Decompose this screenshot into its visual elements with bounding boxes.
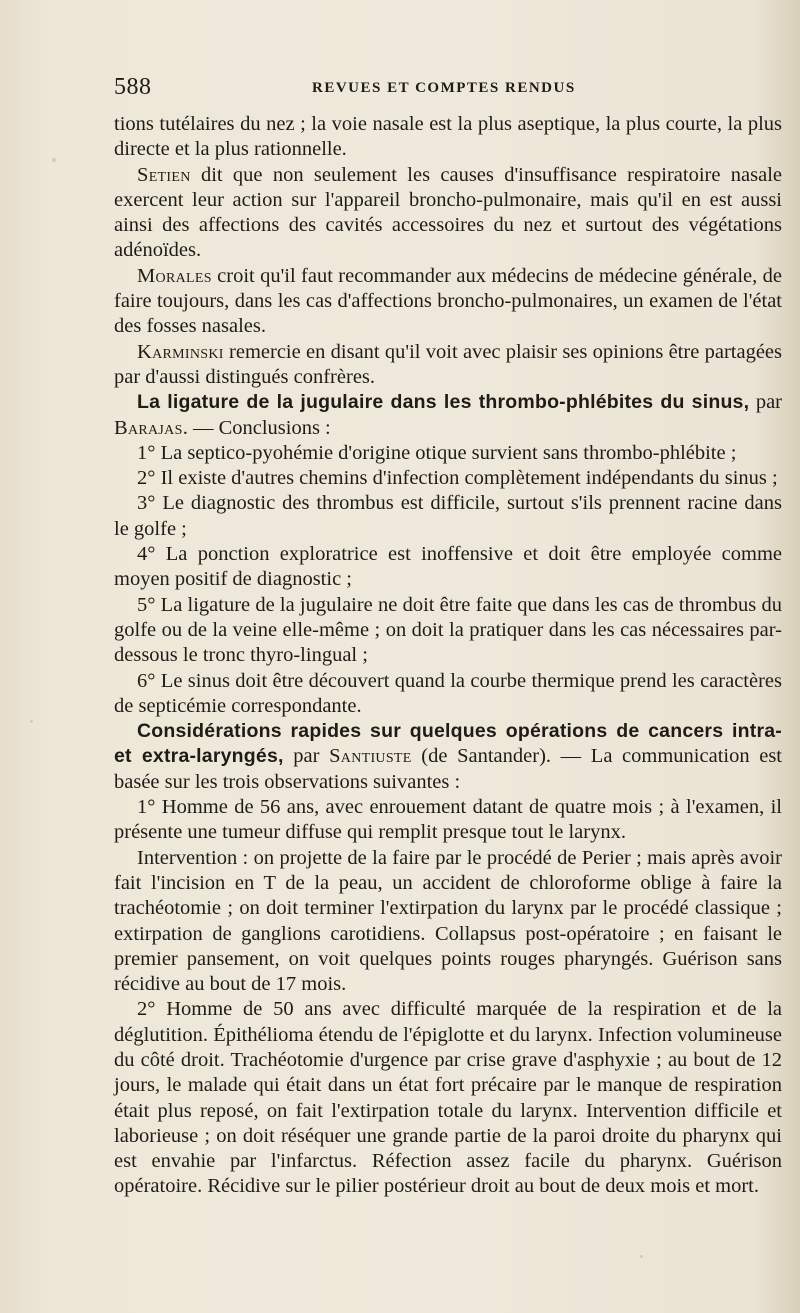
paragraph xyxy=(114,669,782,720)
paragraph-text: 1° Homme de 56 ans, avec enrouement datant de quatre mois ; à l'examen, il présente une tumeur diffuse qui remplit presque tout le larynx. xyxy=(114,796,782,844)
paragraph xyxy=(114,441,782,466)
paragraph-text: par xyxy=(749,391,782,414)
paragraph xyxy=(114,997,782,1199)
paragraph-text: 3° Le diagnostic des thrombus est difficile, surtout s'ils prennent racine dans le golfe ; xyxy=(114,492,782,540)
paragraph-text: remercie en disant qu'il voit avec plaisir ses opinions être partagées par d'aussi distingués confrères. xyxy=(114,340,782,388)
section-heading: Considérations rapides sur quelques opérations de cancers intra- et extra-laryngés, xyxy=(114,720,782,768)
paragraph xyxy=(114,719,782,795)
author-name: Setien xyxy=(137,163,191,186)
paragraph-text: 2° Il existe d'autres chemins d'infection complètement indépendants du sinus ; xyxy=(137,467,778,490)
author-name: Barajas xyxy=(114,416,183,439)
paragraph xyxy=(114,491,782,542)
paper-speck xyxy=(30,720,33,723)
running-header xyxy=(114,66,782,106)
paragraph xyxy=(114,264,782,340)
paragraph-text: 1° La septico-pyohémie d'origine otique survient sans thrombo-phlébite ; xyxy=(137,441,737,464)
paragraph xyxy=(114,795,782,846)
paragraph-text: 4° La ponction exploratrice est inoffensive et doit être employée comme moyen positif de diagnostic ; xyxy=(114,543,782,591)
page-number: 588 xyxy=(114,74,152,100)
paragraph xyxy=(114,340,782,391)
paragraph xyxy=(114,593,782,669)
author-name: Morales xyxy=(137,264,212,287)
paragraph-text: 2° Homme de 50 ans avec difficulté marquée de la respiration et de la déglutition. Épithélioma étendu de l'épiglotte et du larynx. Infection volumineuse du côté droit. Trachéotomie d'urgence par crise grave d'asphyxie ; au bout de 12 jours, le malade qui était dans un état fort précaire par le manque de respiration était plus reposé, on fait l'extirpation totale du larynx. Intervention difficile et laborieuse ; on doit réséquer une grande partie de la paroi droite du pharynx qui est envahie par l'infarctus. Réfection assez facile du pharynx. Guérison opératoire. Récidive sur le pilier postérieur droit au bout de deux mois et mort. xyxy=(114,998,782,1198)
paragraph-text: croit qu'il faut recommander aux médecins de médecine générale, de faire toujours, dans les cas d'affections broncho-pulmonaires, un examen de l'état des fosses nasales. xyxy=(114,264,782,338)
paragraph-text: . — Conclusions : xyxy=(182,416,331,439)
running-title: REVUES ET COMPTES RENDUS xyxy=(312,80,576,96)
paragraph xyxy=(114,846,782,998)
paragraph-text: par xyxy=(283,745,330,768)
paper-speck xyxy=(52,158,56,162)
paragraph-text: dit que non seulement les causes d'insuffisance respiratoire nasale exercent leur action sur l'appareil broncho-pulmonaire, mais qu'il en est aussi ainsi des affections des cavités accessoires du nez et surtout des végétations adénoïdes. xyxy=(114,163,782,262)
paragraph xyxy=(114,163,782,264)
paragraph xyxy=(114,466,782,491)
paragraph-text: 6° Le sinus doit être découvert quand la courbe thermique prend les caractères de septicémie correspondante. xyxy=(114,669,782,717)
paragraph-text: (de Santander). — La communication est basée sur les trois observations suivantes : xyxy=(114,745,782,793)
author-name: Santiuste xyxy=(329,745,412,768)
paragraph-text: Intervention : on projette de la faire par le procédé de Perier ; mais après avoir fait l'incision en T de la peau, un accident de chloroforme oblige à faire la trachéotomie ; on doit terminer l'extirpation du larynx par le procédé classique ; extirpation de ganglions carotidiens. Collapsus post-opératoire ; en faisant le premier pansement, on voit quelques points rouges pharyngés. Guérison sans récidive au bout de 17 mois. xyxy=(114,846,782,996)
paragraph xyxy=(114,390,782,441)
section-heading: La ligature de la jugulaire dans les thrombo-phlébites du sinus, xyxy=(137,391,750,414)
paragraph-text: tions tutélaires du nez ; la voie nasale est la plus aseptique, la plus courte, la plus directe et la plus rationnelle. xyxy=(114,113,782,161)
paragraph xyxy=(114,542,782,593)
paper-speck xyxy=(640,1255,643,1258)
paragraph xyxy=(114,112,782,163)
article-body xyxy=(114,112,782,1200)
paragraph-text: 5° La ligature de la jugulaire ne doit être faite que dans les cas de thrombus du golfe ou de la veine elle-même ; on doit la pratiquer dans les cas nécessaires par-dessous le tronc thyro-lingual ; xyxy=(114,593,782,667)
author-name: Karminski xyxy=(137,340,224,363)
journal-page xyxy=(114,66,782,1200)
